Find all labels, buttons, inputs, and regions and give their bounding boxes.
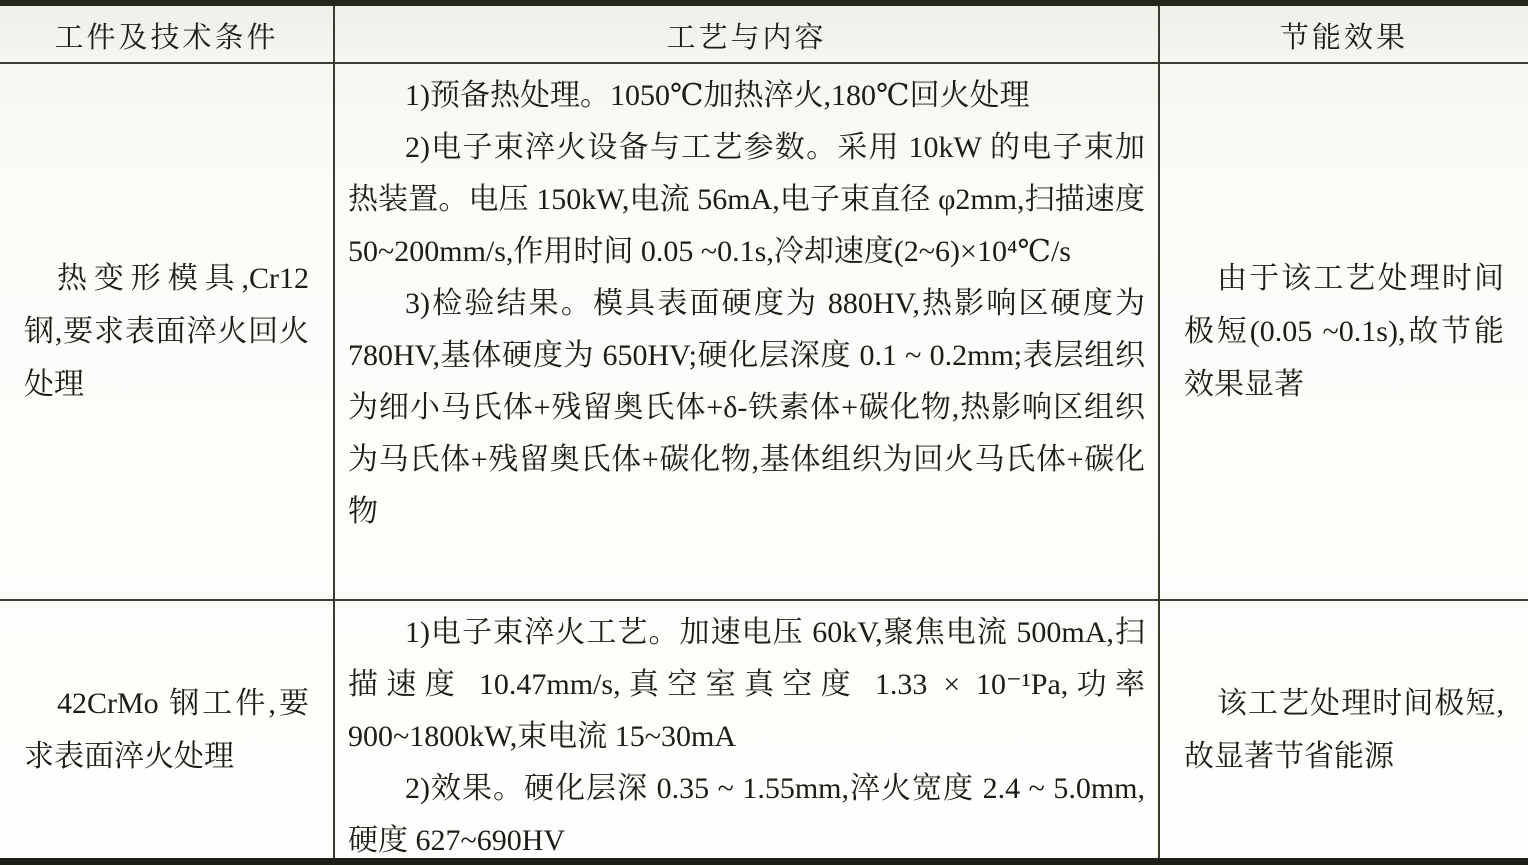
row1-process-cell <box>333 64 1158 601</box>
row2-process-cell <box>333 601 1158 858</box>
row2-workpiece-cell <box>0 601 333 858</box>
row1-effect-text: 由于该工艺处理时间极短(0.05 ~0.1s),故节能效果显著 <box>1184 262 1504 401</box>
header-cell-effect <box>1158 6 1528 64</box>
row1-workpiece-text: 热变形模具,Cr12 钢,要求表面淬火回火处理 <box>24 262 309 401</box>
row1-process-step2: 2)电子束淬火设备与工艺参数。采用 10kW 的电子束加热装置。电压 150kW,电流 56mA,电子束直径 φ2mm,扫描速度 50~200mm/s,作用时间 0.05 ~0.1s,冷却速度(2~6)×10⁴℃/s <box>348 131 1145 268</box>
header-cell-process <box>333 6 1158 64</box>
row1-workpiece-cell <box>0 64 333 601</box>
row2-process-step2: 2)效果。硬化层深 0.35 ~ 1.55mm,淬火宽度 2.4 ~ 5.0mm,硬度 627~690HV <box>348 772 1145 857</box>
row1-process-step1: 1)预备热处理。1050℃加热淬火,180℃回火处理 <box>405 79 1030 112</box>
row1-process-step3: 3)检验结果。模具表面硬度为 880HV,热影响区硬度为 780HV,基体硬度为 650HV;硬化层深度 0.1 ~ 0.2mm;表层组织为细小马氏体+残留奥氏体+δ-铁素体+碳化物,热影响区组织为马氏体+残留奥氏体+碳化物,基体组织为回火马氏体+碳化物 <box>348 287 1145 528</box>
row2-workpiece-text: 42CrMo 钢工件,要求表面淬火处理 <box>24 686 309 773</box>
row2-process-step1: 1)电子束淬火工艺。加速电压 60kV,聚焦电流 500mA,扫描速度 10.47mm/s,真空室真空度 1.33 × 10⁻¹Pa,功率 900~1800kW,束电流 15~30mA <box>348 616 1145 753</box>
row2-effect-cell <box>1158 601 1528 858</box>
row1-effect-cell <box>1158 64 1528 601</box>
header-label-effect: 节能效果 <box>1279 21 1408 54</box>
row2-effect-text: 该工艺处理时间极短,故显著节省能源 <box>1184 686 1504 773</box>
header-label-workpiece: 工件及技术条件 <box>54 21 279 54</box>
header-cell-workpiece <box>0 6 333 64</box>
header-label-process: 工艺与内容 <box>666 21 827 54</box>
